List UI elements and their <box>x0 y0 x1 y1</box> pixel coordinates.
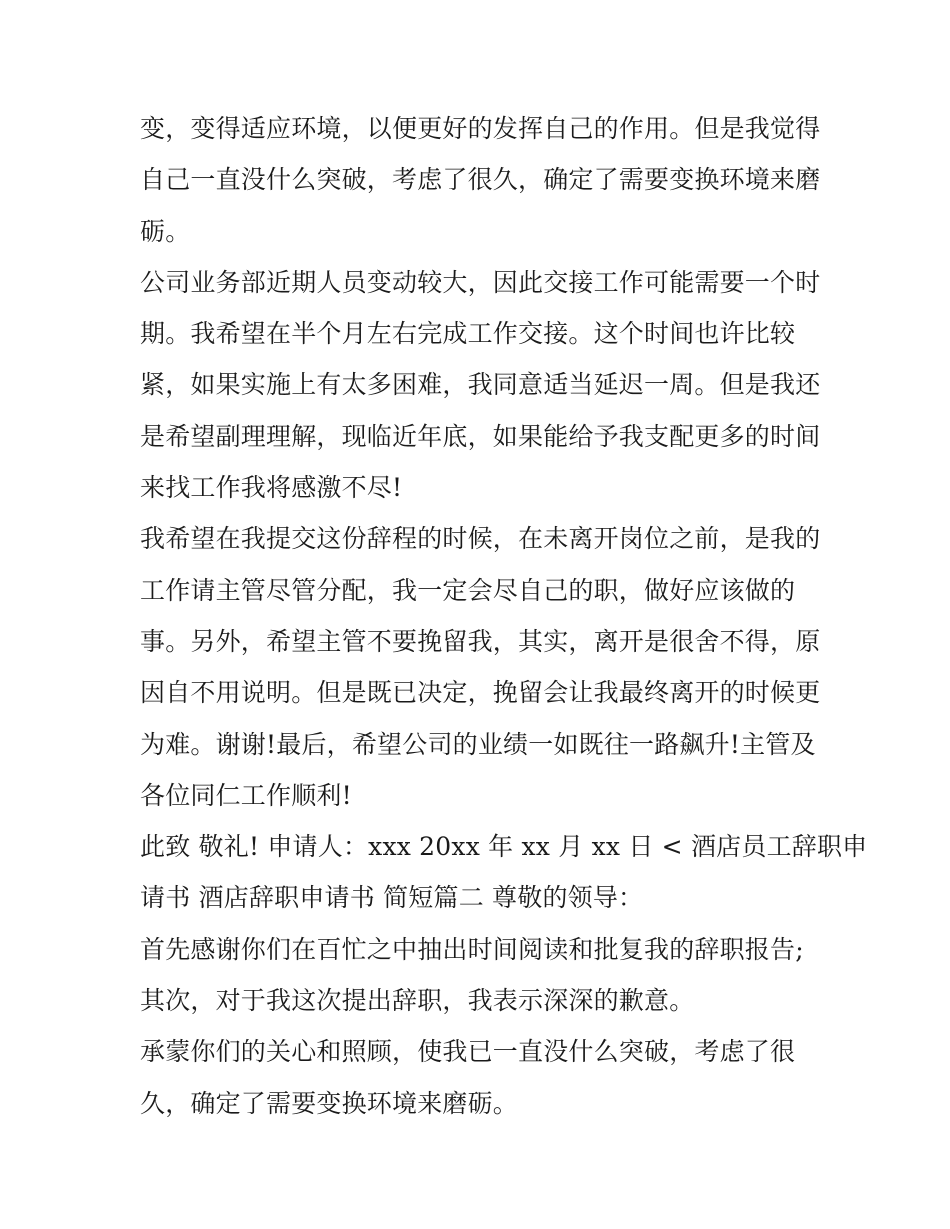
paragraph-5 <box>140 924 816 1027</box>
text-line: 自己一直没什么突破，考虑了很久，确定了需要变换环境来磨 <box>140 165 821 195</box>
text-line: 此致 敬礼! 申请人：xxx 20xx 年 xx 月 xx 日 < 酒店员工辞职申 <box>140 832 868 862</box>
text-line: 久，确定了需要变换环境来磨砺。 <box>140 1088 519 1118</box>
paragraph-4 <box>140 821 868 924</box>
text-line: 请书 酒店辞职申请书 简短篇二 尊敬的领导： <box>140 883 644 913</box>
text-line: 来找工作我将感激不尽! <box>140 473 403 503</box>
text-line: 为难。谢谢!最后，希望公司的业绩一如既往一路飙升!主管及 <box>140 729 816 759</box>
paragraph-2 <box>140 257 821 513</box>
text-line: 首先感谢你们在百忙之中抽出时间阅读和批复我的辞职报告; <box>140 934 804 964</box>
text-line: 工作请主管尽管分配，我一定会尽自己的职，做好应该做的 <box>140 575 796 605</box>
paragraph-3 <box>140 513 821 821</box>
text-line: 砺。 <box>140 216 191 246</box>
text-line: 变，变得适应环境，以便更好的发挥自己的作用。但是我觉得 <box>140 114 821 143</box>
paragraph-1 <box>140 103 821 257</box>
text-line: 我希望在我提交这份辞程的时候，在未离开岗位之前，是我的 <box>140 524 821 554</box>
text-line: 是希望副理理解，现临近年底，如果能给予我支配更多的时间 <box>140 421 821 451</box>
text-line: 紧，如果实施上有太多困难，我同意适当延迟一周。但是我还 <box>140 370 821 400</box>
text-line: 事。另外，希望主管不要挽留我，其实，离开是很舍不得，原 <box>140 626 821 656</box>
document-body <box>140 103 868 1129</box>
text-line: 其次，对于我这次提出辞职，我表示深深的歉意。 <box>140 986 695 1016</box>
text-line: 期。我希望在半个月左右完成工作交接。这个时间也许比较 <box>140 319 796 349</box>
paragraph-6 <box>140 1026 816 1129</box>
text-line: 承蒙你们的关心和照顾，使我已一直没什么突破，考虑了很 <box>140 1037 796 1067</box>
text-line: 各位同仁工作顺利! <box>140 780 352 810</box>
text-line: 因自不用说明。但是既已决定，挽留会让我最终离开的时候更 <box>140 678 821 708</box>
text-line: 公司业务部近期人员变动较大，因此交接工作可能需要一个时 <box>140 267 821 297</box>
